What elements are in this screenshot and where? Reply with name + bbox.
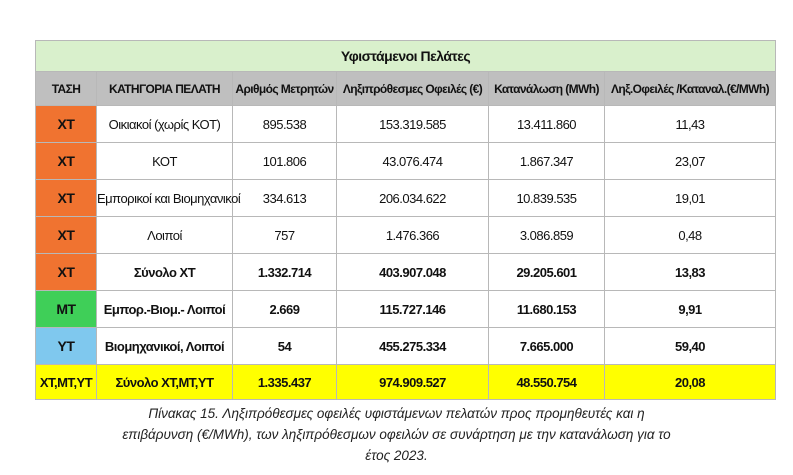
category-cell: Οικιακοί (χωρίς ΚΟΤ) xyxy=(97,106,233,143)
consumption-cell: 3.086.859 xyxy=(489,217,605,254)
category-cell: Εμπορικοί και Βιομηχανικοί xyxy=(97,180,233,217)
meters-cell: 2.669 xyxy=(233,291,337,328)
ratio-cell: 9,91 xyxy=(605,291,776,328)
category-cell: Βιομηχανικοί, Λοιποί xyxy=(97,328,233,365)
customers-table xyxy=(35,40,776,400)
consumption-cell: 13.411.860 xyxy=(489,106,605,143)
debts-cell: 115.727.146 xyxy=(337,291,489,328)
meters-cell: 1.335.437 xyxy=(233,365,337,400)
debts-cell: 206.034.622 xyxy=(337,180,489,217)
meters-cell: 334.613 xyxy=(233,180,337,217)
consumption-cell: 11.680.153 xyxy=(489,291,605,328)
table-row xyxy=(36,328,776,365)
meters-cell: 895.538 xyxy=(233,106,337,143)
subtotal-row xyxy=(36,254,776,291)
ratio-cell: 11,43 xyxy=(605,106,776,143)
debts-cell: 403.907.048 xyxy=(337,254,489,291)
consumption-cell: 1.867.347 xyxy=(489,143,605,180)
tasi-cell: ΜΤ xyxy=(36,291,97,328)
caption-line: επιβάρυνση (€/MWh), των ληξιπρόθεσμων οφειλών σε συνάρτηση με την κατανάλωση για το xyxy=(122,427,671,442)
consumption-cell: 29.205.601 xyxy=(489,254,605,291)
debts-cell: 974.909.527 xyxy=(337,365,489,400)
meters-cell: 757 xyxy=(233,217,337,254)
ratio-cell: 23,07 xyxy=(605,143,776,180)
ratio-cell: 19,01 xyxy=(605,180,776,217)
category-cell: Λοιποί xyxy=(97,217,233,254)
debts-cell: 43.076.474 xyxy=(337,143,489,180)
tasi-cell: ΥΤ xyxy=(36,328,97,365)
ratio-cell: 13,83 xyxy=(605,254,776,291)
table-row xyxy=(36,180,776,217)
debts-cell: 1.476.366 xyxy=(337,217,489,254)
tasi-cell: ΧΤ xyxy=(36,254,97,291)
header-category: ΚΑΤΗΓΟΡΙΑ ΠΕΛΑΤΗ xyxy=(97,72,233,106)
caption-line: Πίνακας 15. Ληξιπρόθεσμες οφειλές υφιστάμενων πελατών προς προμηθευτές και η xyxy=(148,406,645,421)
caption-line: έτος 2023. xyxy=(365,448,428,463)
ratio-cell: 20,08 xyxy=(605,365,776,400)
tasi-cell: ΧΤ xyxy=(36,217,97,254)
consumption-cell: 48.550.754 xyxy=(489,365,605,400)
table-caption xyxy=(10,403,783,466)
consumption-cell: 7.665.000 xyxy=(489,328,605,365)
header-meters: Αριθμός Μετρητών xyxy=(233,72,337,106)
category-cell: Σύνολο ΧΤ,ΜΤ,ΥΤ xyxy=(97,365,233,400)
table-title-row xyxy=(36,41,776,72)
tasi-cell: ΧΤ,ΜΤ,ΥΤ xyxy=(36,365,97,400)
category-cell: Εμπορ.-Βιομ.- Λοιποί xyxy=(97,291,233,328)
header-consumption: Κατανάλωση (MWh) xyxy=(489,72,605,106)
category-cell: ΚΟΤ xyxy=(97,143,233,180)
header-tasi: ΤΑΣΗ xyxy=(36,72,97,106)
debts-cell: 455.275.334 xyxy=(337,328,489,365)
tasi-cell: ΧΤ xyxy=(36,143,97,180)
table-row xyxy=(36,217,776,254)
consumption-cell: 10.839.535 xyxy=(489,180,605,217)
table-row xyxy=(36,291,776,328)
ratio-cell: 59,40 xyxy=(605,328,776,365)
tasi-cell: ΧΤ xyxy=(36,180,97,217)
grand-total-row xyxy=(36,365,776,400)
table-header-row xyxy=(36,72,776,106)
debts-cell: 153.319.585 xyxy=(337,106,489,143)
table-title: Υφιστάμενοι Πελάτες xyxy=(36,41,776,72)
table-row xyxy=(36,106,776,143)
header-ratio: Ληξ.Οφειλές /Καταναλ.(€/MWh) xyxy=(605,72,776,106)
meters-cell: 1.332.714 xyxy=(233,254,337,291)
header-debts: Ληξιπρόθεσμες Οφειλές (€) xyxy=(337,72,489,106)
table-row xyxy=(36,143,776,180)
ratio-cell: 0,48 xyxy=(605,217,776,254)
meters-cell: 101.806 xyxy=(233,143,337,180)
tasi-cell: ΧΤ xyxy=(36,106,97,143)
meters-cell: 54 xyxy=(233,328,337,365)
category-cell: Σύνολο ΧΤ xyxy=(97,254,233,291)
